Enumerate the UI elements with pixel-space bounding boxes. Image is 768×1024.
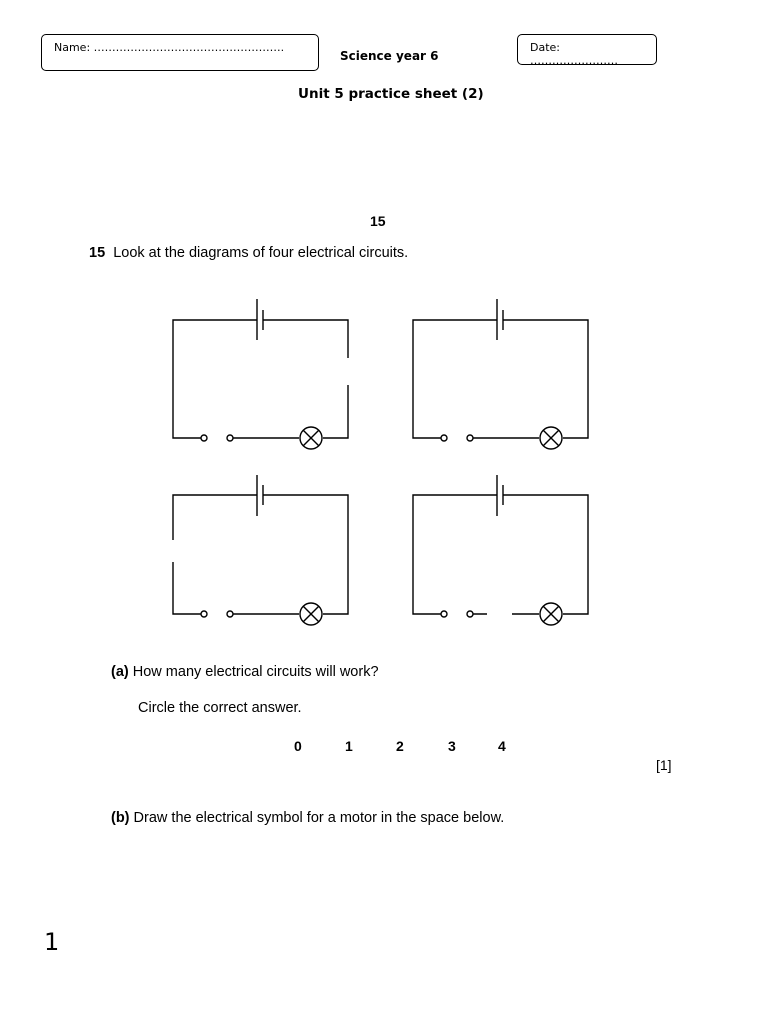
part-b-label: (b) [111, 810, 130, 826]
circuit-2 [413, 299, 588, 449]
question-number: 15 [89, 245, 106, 261]
question-intro-text: Look at the diagrams of four electrical circuits. [113, 245, 409, 261]
part-a-label: (a) [111, 664, 129, 680]
circuit-4 [413, 475, 588, 625]
part-b-text: Draw the electrical symbol for a motor in the space below. [133, 810, 505, 826]
date-field-label: Date: …………………… [530, 41, 618, 67]
question-number-heading: 15 [370, 213, 386, 229]
answer-option-3[interactable]: 3 [448, 738, 456, 754]
question-part-b [111, 810, 504, 826]
lamp-icon [540, 603, 562, 625]
lamp-icon [540, 427, 562, 449]
circuit-1 [173, 299, 348, 449]
answer-option-4[interactable]: 4 [498, 738, 506, 754]
name-field-label: Name: ……………………………………………. [54, 41, 285, 54]
answer-option-1[interactable]: 1 [345, 738, 353, 754]
page-number: 1 [44, 928, 60, 956]
lamp-icon [300, 427, 322, 449]
answer-option-2[interactable]: 2 [396, 738, 404, 754]
answer-option-0[interactable]: 0 [294, 738, 302, 754]
question-part-a [111, 664, 379, 680]
part-a-text: How many electrical circuits will work? [132, 664, 379, 680]
sheet-title: Unit 5 practice sheet (2) [298, 86, 484, 102]
part-a-instruction: Circle the correct answer. [138, 700, 302, 716]
marks-indicator: [1] [656, 757, 672, 773]
lamp-icon [300, 603, 322, 625]
subject-label: Science year 6 [340, 49, 439, 63]
circuit-3 [173, 475, 348, 625]
